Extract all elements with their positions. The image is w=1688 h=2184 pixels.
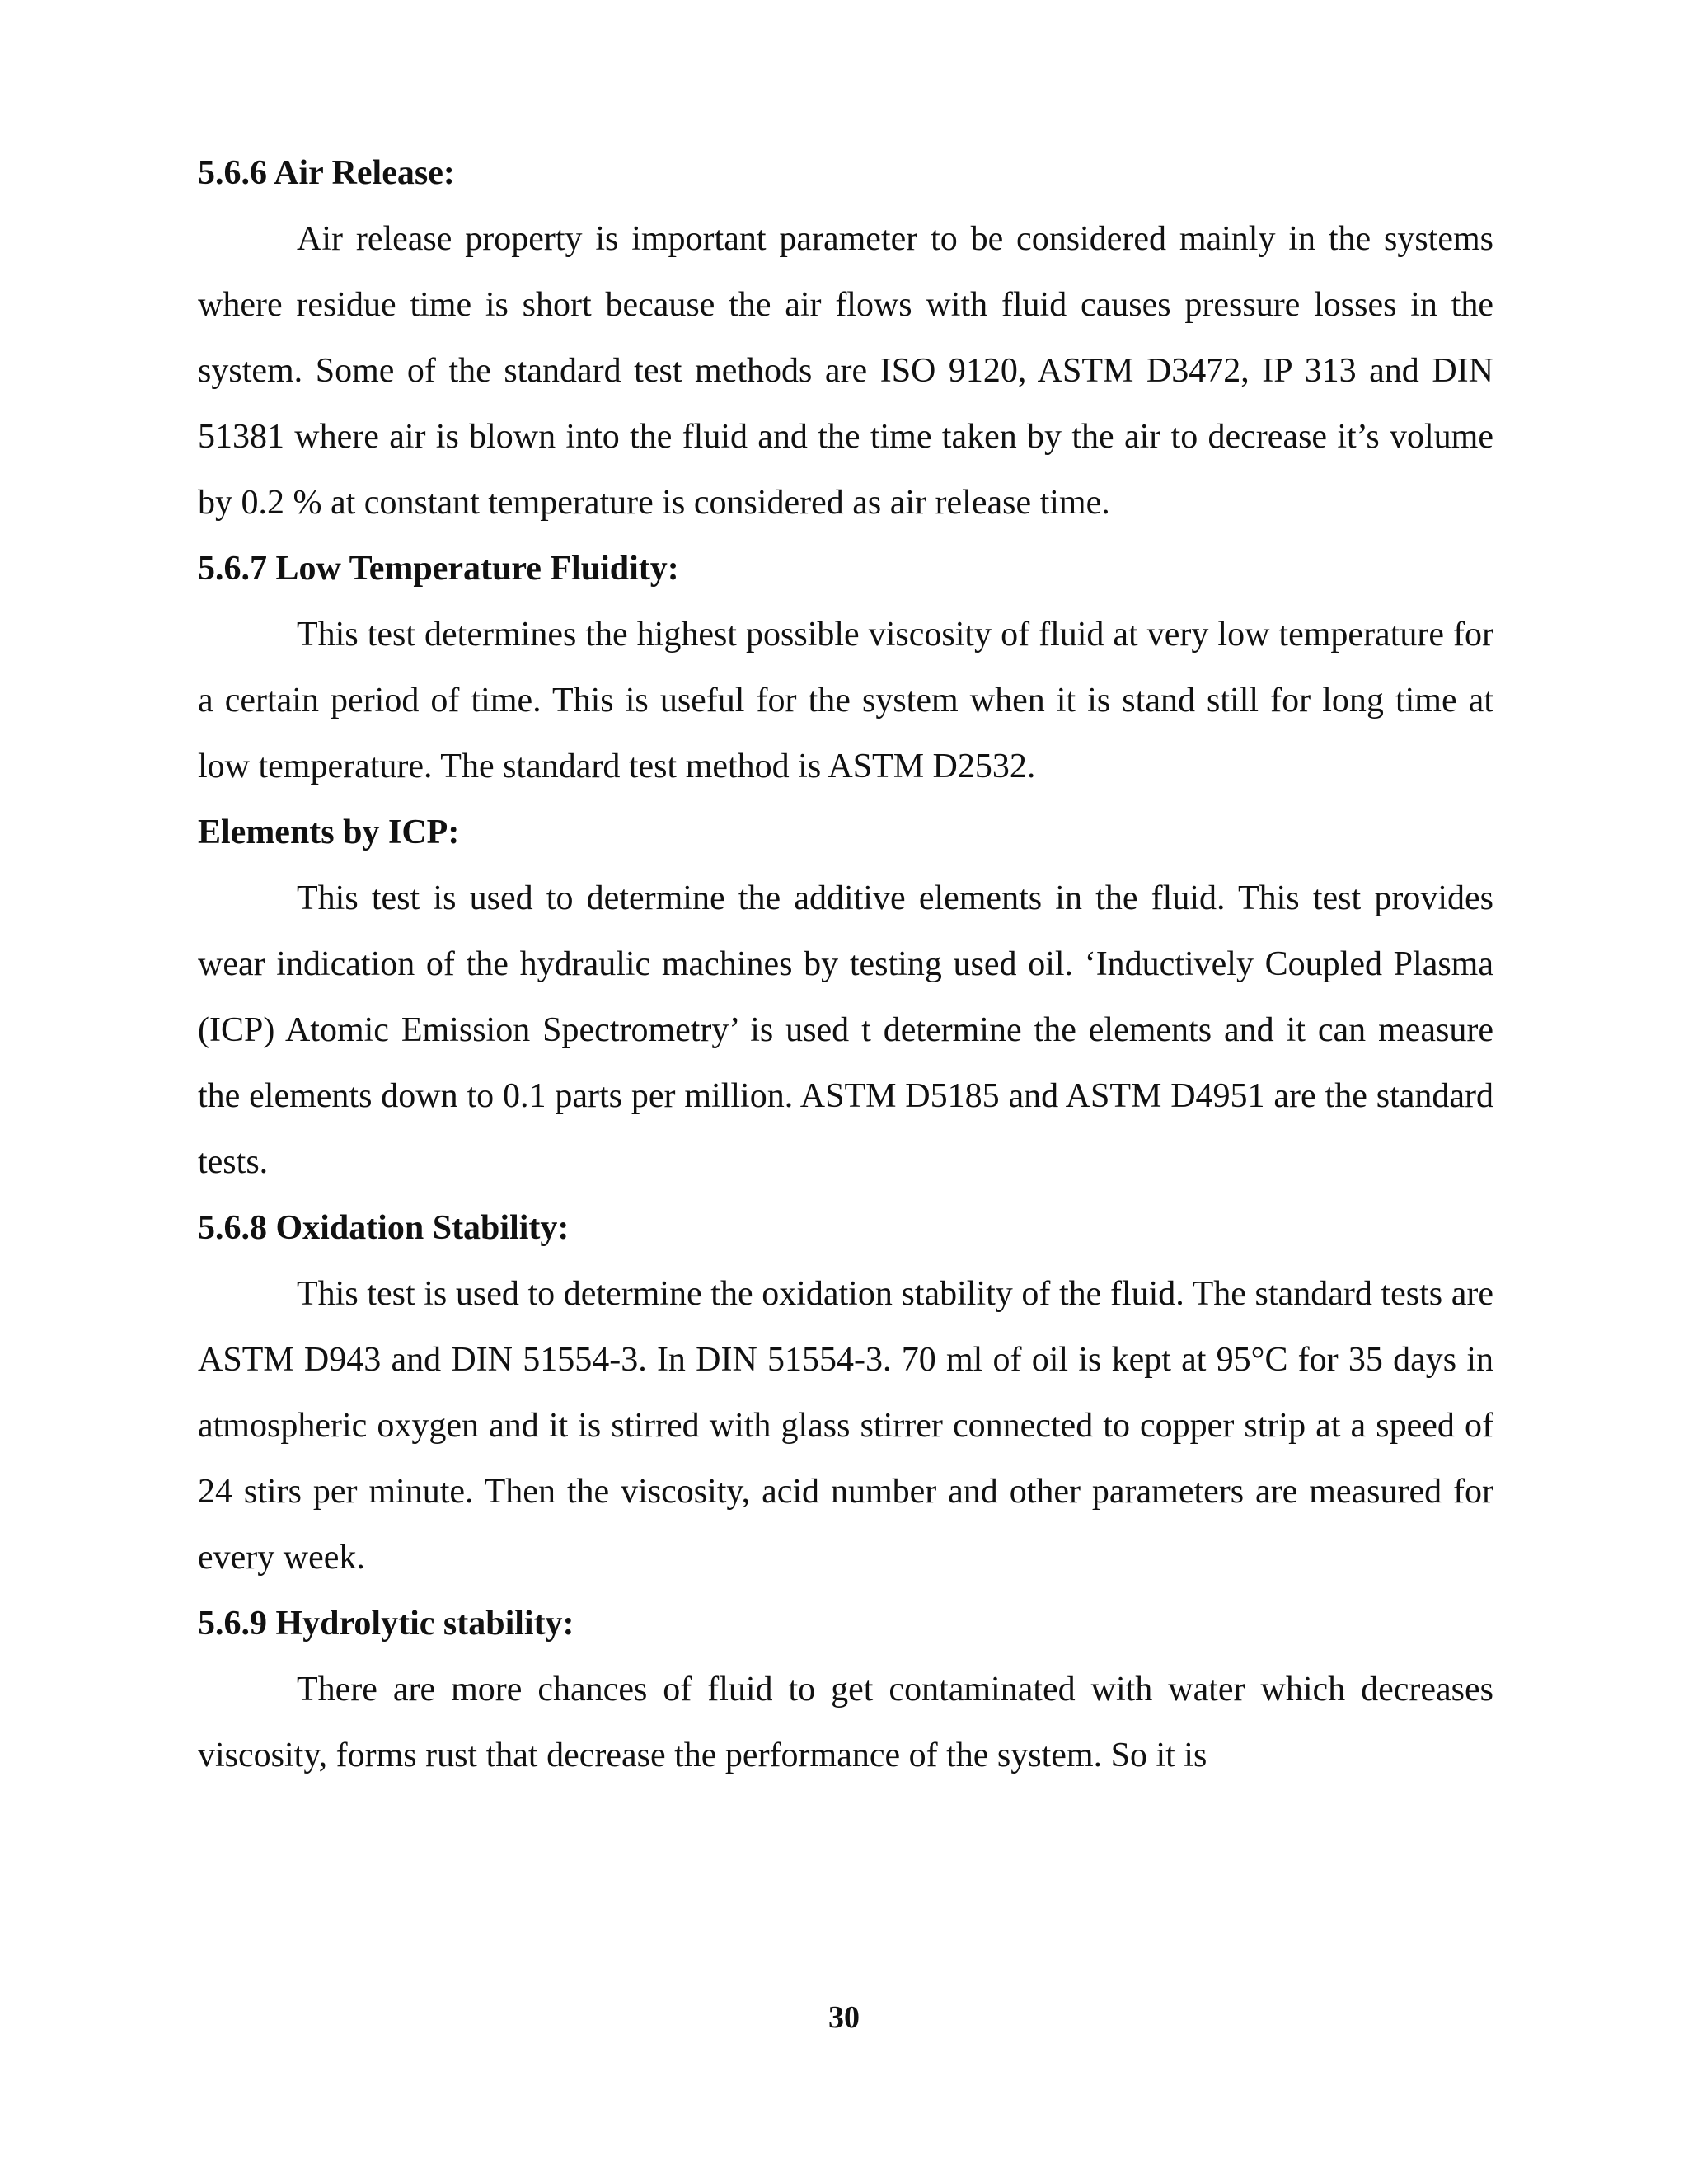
section-oxidation-stability (198, 1195, 1493, 1591)
section-paragraph: This test is used to determine the oxidation stability of the fluid. The standard tests are ASTM D943 and DIN 51554-3. In DIN 51554-3. 70 ml of oil is kept at 95°C for 35 days in atmospheric oxygen and it is stirred with glass stirrer connected to copper strip at a speed of 24 stirs per minute. Then the viscosity, acid number and other parameters are measured for every week. (198, 1275, 1493, 1577)
section-low-temperature-fluidity (198, 536, 1493, 799)
section-heading: 5.6.9 Hydrolytic stability: (198, 1605, 574, 1643)
section-elements-by-icp (198, 799, 1493, 1195)
section-paragraph: This test determines the highest possible viscosity of fluid at very low temperature for a certain period of time. This is useful for the system when it is stand still for long time at low temperature. The standard test method is ASTM D2532. (198, 616, 1493, 785)
page-number: 30 (828, 2000, 860, 2035)
section-heading: 5.6.8 Oxidation Stability: (198, 1209, 570, 1247)
document-page (198, 140, 1493, 1788)
section-hydrolytic-stability (198, 1591, 1493, 1788)
section-air-release (198, 140, 1493, 536)
section-paragraph: Air release property is important parameter to be considered mainly in the systems where residue time is short because the air flows with fluid causes pressure losses in the system. Some of the standard test methods are ISO 9120, ASTM D3472, IP 313 and DIN 51381 where air is blown into the fluid and the time taken by the air to decrease it’s volume by 0.2 % at constant temperature is considered as air release time. (198, 220, 1493, 522)
section-heading: 5.6.7 Low Temperature Fluidity: (198, 550, 679, 588)
section-paragraph: There are more chances of fluid to get contaminated with water which decreases viscosity, forms rust that decrease the performance of the system. So it is (198, 1671, 1493, 1774)
section-heading: Elements by ICP: (198, 813, 460, 851)
section-heading: 5.6.6 Air Release: (198, 154, 455, 192)
section-paragraph: This test is used to determine the additive elements in the fluid. This test provides wear indication of the hydraulic machines by testing used oil. ‘Inductively Coupled Plasma (ICP) Atomic Emission Spectrometry’ is used t determine the elements and it can measure the elements down to 0.1 parts per million. ASTM D5185 and ASTM D4951 are the standard tests. (198, 879, 1493, 1181)
